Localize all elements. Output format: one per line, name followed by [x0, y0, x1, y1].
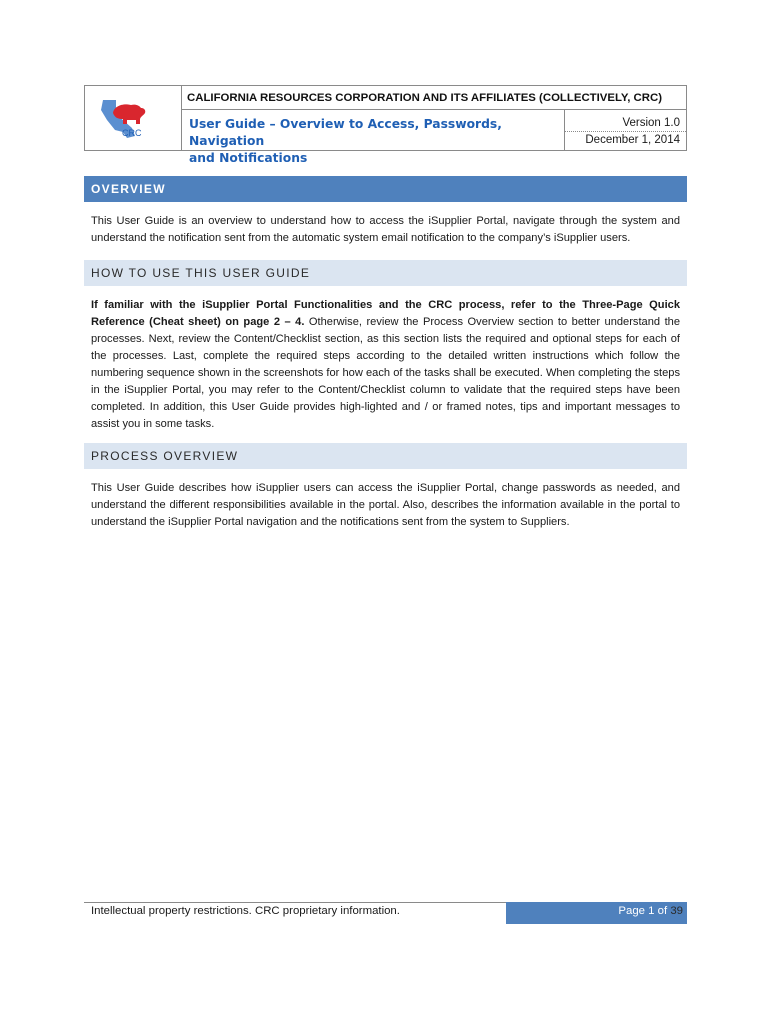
- page-number: [506, 902, 687, 924]
- footer-note: Intellectual property restrictions. CRC proprietary information.: [91, 905, 400, 917]
- title-line-1: User Guide – Overview to Access, Passwords, Navigation: [189, 117, 502, 148]
- process-overview-heading: PROCESS OVERVIEW: [84, 443, 687, 469]
- version-cell: [565, 110, 686, 150]
- logo-cell: [85, 86, 182, 150]
- document-date: December 1, 2014: [585, 134, 680, 146]
- page-total: 39: [670, 905, 683, 917]
- how-to-use-text: [91, 297, 680, 433]
- document-header: [84, 85, 687, 165]
- version-label: Version 1.0: [622, 117, 680, 129]
- quick-reference-note: If familiar with the iSupplier Portal Functionalities and the CRC process, refer to the Three-Page Quick Reference (Cheat sheet) on page 2 – 4.: [91, 299, 680, 328]
- overview-heading: OVERVIEW: [84, 176, 687, 202]
- how-to-use-heading: HOW TO USE THIS USER GUIDE: [84, 260, 687, 286]
- process-overview-text: This User Guide describes how iSupplier users can access the iSupplier Portal, change passwords as needed, and understand the different responsibilities available in the portal. Also, describes the information available in the portal to understand the iSupplier Portal navigation and the notifications sent from the system to Suppliers.: [91, 482, 680, 528]
- crc-logo: [85, 86, 181, 150]
- page-label: Page 1 of: [618, 905, 671, 917]
- title-line-2: and Notifications: [189, 151, 308, 165]
- version-divider: [565, 131, 686, 132]
- overview-text: This User Guide is an overview to understand how to access the iSupplier Portal, navigate through the system and understand the notification sent from the automatic system email notification to the company’s iSupplier users.: [91, 215, 680, 244]
- how-to-use-body: Otherwise, review the Process Overview section to better understand the processes. Next, review the Content/Checklist section, as this section lists the required and optional steps for each of the processes. Last, complete the required steps according to the detailed written instructions which follow the numbering sequence shown in the screenshots for how each of the tasks shall be executed. When completing the steps in the iSupplier Portal, you may refer to the Content/Checklist column to validate that the required steps have been completed. In addition, this User Guide provides high-lighted and / or framed notes, tips and important messages to assist you in some tasks.: [91, 316, 680, 430]
- company-name: CALIFORNIA RESOURCES CORPORATION AND ITS AFFILIATES (COLLECTIVELY, CRC): [181, 86, 686, 110]
- document-title: [181, 110, 565, 165]
- logo-text: CRC: [122, 128, 142, 138]
